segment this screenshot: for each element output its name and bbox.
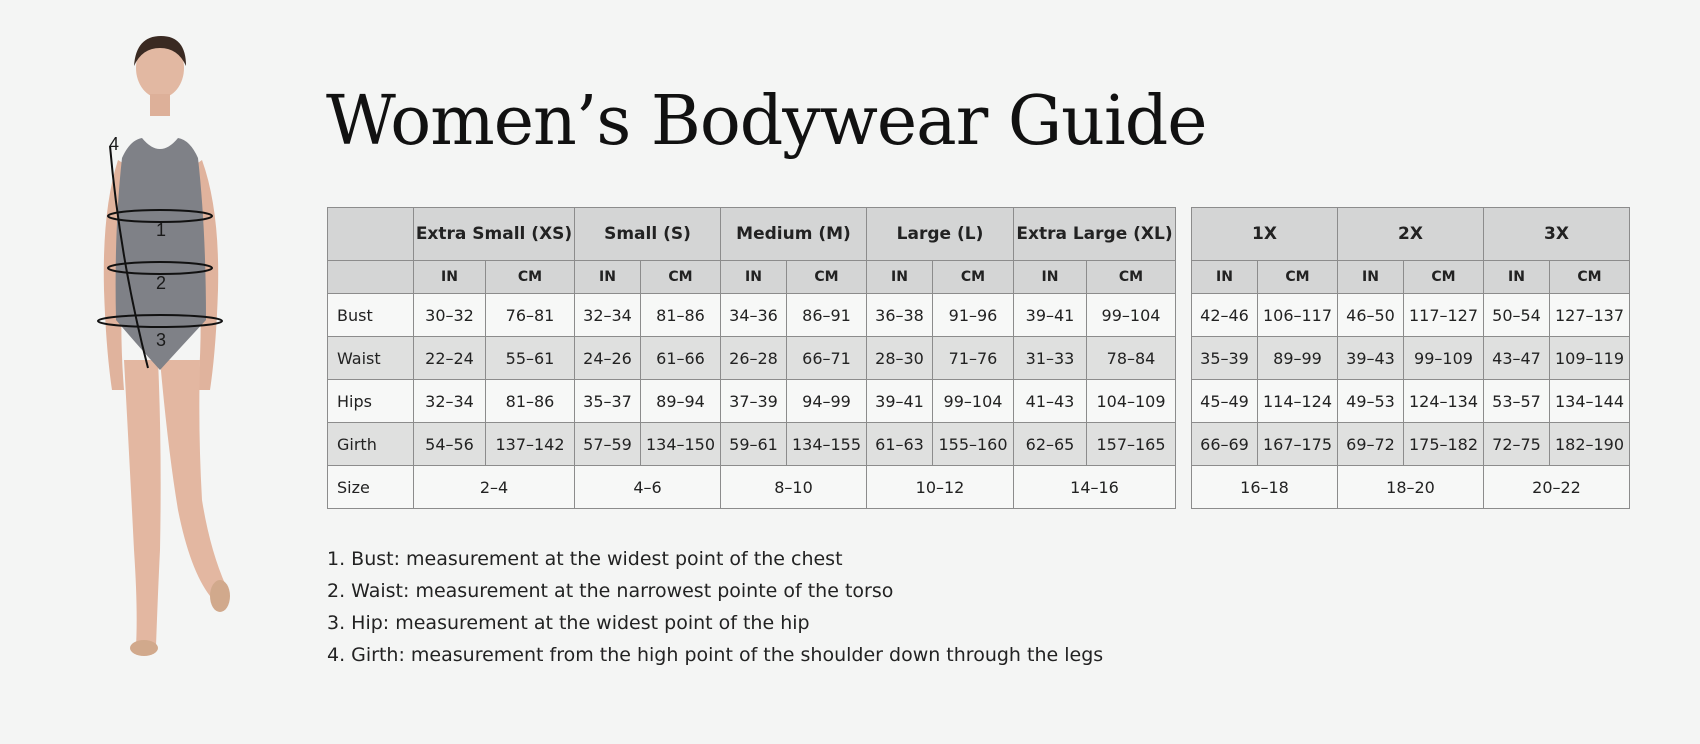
column-header-2x: 2X (1338, 208, 1484, 261)
corner-cell (328, 208, 414, 261)
table-cell: 104–109 (1087, 380, 1176, 423)
unit-in: IN (1484, 261, 1550, 294)
table-cell: 34–36 (721, 294, 787, 337)
figure-marker-2: 2 (156, 273, 167, 293)
table-cell: 167–175 (1258, 423, 1338, 466)
unit-in: IN (575, 261, 641, 294)
table-cell: 134–150 (641, 423, 721, 466)
table-cell: 42–46 (1192, 294, 1258, 337)
table-cell: 157–165 (1087, 423, 1176, 466)
table-cell: 134–155 (787, 423, 867, 466)
size-cell: 16–18 (1192, 466, 1338, 509)
table-cell: 89–99 (1258, 337, 1338, 380)
table-cell: 28–30 (867, 337, 933, 380)
row-label-girth: Girth (328, 423, 414, 466)
column-header-m: Medium (M) (721, 208, 867, 261)
column-header-s: Small (S) (575, 208, 721, 261)
table-cell: 54–56 (414, 423, 486, 466)
table-cell: 117–127 (1404, 294, 1484, 337)
table-cell: 39–41 (867, 380, 933, 423)
table-cell: 39–41 (1014, 294, 1087, 337)
table-cell: 182–190 (1550, 423, 1630, 466)
unit-in: IN (1338, 261, 1404, 294)
table-cell: 69–72 (1338, 423, 1404, 466)
table-cell: 36–38 (867, 294, 933, 337)
table-cell: 99–104 (1087, 294, 1176, 337)
table-cell: 61–63 (867, 423, 933, 466)
table-cell: 91–96 (933, 294, 1014, 337)
table-cell: 109–119 (1550, 337, 1630, 380)
table-cell: 66–69 (1192, 423, 1258, 466)
table-cell: 81–86 (486, 380, 575, 423)
column-header-xs: Extra Small (XS) (414, 208, 575, 261)
table-row-girth (1192, 423, 1630, 466)
column-header-l: Large (L) (867, 208, 1014, 261)
table-cell: 99–104 (933, 380, 1014, 423)
table-cell: 49–53 (1338, 380, 1404, 423)
unit-in: IN (721, 261, 787, 294)
size-cell: 10–12 (867, 466, 1014, 509)
table-cell: 31–33 (1014, 337, 1087, 380)
table-row-girth (328, 423, 1176, 466)
table-row-waist (1192, 337, 1630, 380)
unit-in: IN (1014, 261, 1087, 294)
unit-header-row (328, 261, 1176, 294)
table-cell: 59–61 (721, 423, 787, 466)
table-row-bust (328, 294, 1176, 337)
corner-cell (328, 261, 414, 294)
column-header-3x: 3X (1484, 208, 1630, 261)
table-cell: 32–34 (575, 294, 641, 337)
measurement-notes (327, 543, 1103, 671)
table-cell: 72–75 (1484, 423, 1550, 466)
table-row-size (328, 466, 1176, 509)
table-cell: 114–124 (1258, 380, 1338, 423)
table-cell: 175–182 (1404, 423, 1484, 466)
table-cell: 39–43 (1338, 337, 1404, 380)
size-cell: 18–20 (1338, 466, 1484, 509)
note-bust: 1. Bust: measurement at the widest point of the chest (327, 548, 843, 570)
table-cell: 99–109 (1404, 337, 1484, 380)
table-cell: 94–99 (787, 380, 867, 423)
size-cell: 14–16 (1014, 466, 1176, 509)
table-cell: 78–84 (1087, 337, 1176, 380)
note-hip: 3. Hip: measurement at the widest point of the hip (327, 612, 810, 634)
table-cell: 43–47 (1484, 337, 1550, 380)
table-cell: 46–50 (1338, 294, 1404, 337)
unit-in: IN (867, 261, 933, 294)
table-cell: 37–39 (721, 380, 787, 423)
unit-cm: CM (787, 261, 867, 294)
model-figure-illustration (60, 30, 270, 720)
table-cell: 71–76 (933, 337, 1014, 380)
plus-size-table (1191, 207, 1630, 509)
row-label-size: Size (328, 466, 414, 509)
figure-marker-3: 3 (156, 330, 167, 350)
note-waist: 2. Waist: measurement at the narrowest pointe of the torso (327, 580, 894, 602)
table-cell: 124–134 (1404, 380, 1484, 423)
table-cell: 53–57 (1484, 380, 1550, 423)
size-cell: 2–4 (414, 466, 575, 509)
unit-cm: CM (1550, 261, 1630, 294)
unit-cm: CM (486, 261, 575, 294)
standard-size-table (327, 207, 1176, 509)
table-cell: 30–32 (414, 294, 486, 337)
unit-cm: CM (1404, 261, 1484, 294)
unit-cm: CM (933, 261, 1014, 294)
table-cell: 57–59 (575, 423, 641, 466)
table-row-hips (1192, 380, 1630, 423)
table-cell: 127–137 (1550, 294, 1630, 337)
table-cell: 134–144 (1550, 380, 1630, 423)
table-cell: 32–34 (414, 380, 486, 423)
size-cell: 20–22 (1484, 466, 1630, 509)
table-cell: 41–43 (1014, 380, 1087, 423)
figure-marker-4: 4 (109, 134, 120, 154)
row-label-hips: Hips (328, 380, 414, 423)
table-cell: 45–49 (1192, 380, 1258, 423)
table-cell: 24–26 (575, 337, 641, 380)
page-title: Women’s Bodywear Guide (326, 82, 1207, 161)
figure-marker-1: 1 (156, 220, 167, 240)
table-cell: 86–91 (787, 294, 867, 337)
unit-cm: CM (1087, 261, 1176, 294)
table-cell: 81–86 (641, 294, 721, 337)
size-cell: 4–6 (575, 466, 721, 509)
row-label-bust: Bust (328, 294, 414, 337)
table-cell: 155–160 (933, 423, 1014, 466)
table-cell: 66–71 (787, 337, 867, 380)
unit-in: IN (414, 261, 486, 294)
table-row-waist (328, 337, 1176, 380)
column-header-xl: Extra Large (XL) (1014, 208, 1176, 261)
table-cell: 137–142 (486, 423, 575, 466)
table-row-bust (1192, 294, 1630, 337)
table-cell: 50–54 (1484, 294, 1550, 337)
table-cell: 106–117 (1258, 294, 1338, 337)
table-cell: 89–94 (641, 380, 721, 423)
row-label-waist: Waist (328, 337, 414, 380)
size-cell: 8–10 (721, 466, 867, 509)
table-row-hips (328, 380, 1176, 423)
table-row-size (1192, 466, 1630, 509)
note-girth: 4. Girth: measurement from the high point of the shoulder down through the legs (327, 644, 1104, 666)
unit-cm: CM (641, 261, 721, 294)
table-cell: 61–66 (641, 337, 721, 380)
table-cell: 55–61 (486, 337, 575, 380)
table-cell: 22–24 (414, 337, 486, 380)
unit-in: IN (1192, 261, 1258, 294)
table-cell: 35–37 (575, 380, 641, 423)
column-header-1x: 1X (1192, 208, 1338, 261)
unit-cm: CM (1258, 261, 1338, 294)
table-cell: 76–81 (486, 294, 575, 337)
unit-header-row (1192, 261, 1630, 294)
table-cell: 35–39 (1192, 337, 1258, 380)
table-cell: 62–65 (1014, 423, 1087, 466)
table-cell: 26–28 (721, 337, 787, 380)
